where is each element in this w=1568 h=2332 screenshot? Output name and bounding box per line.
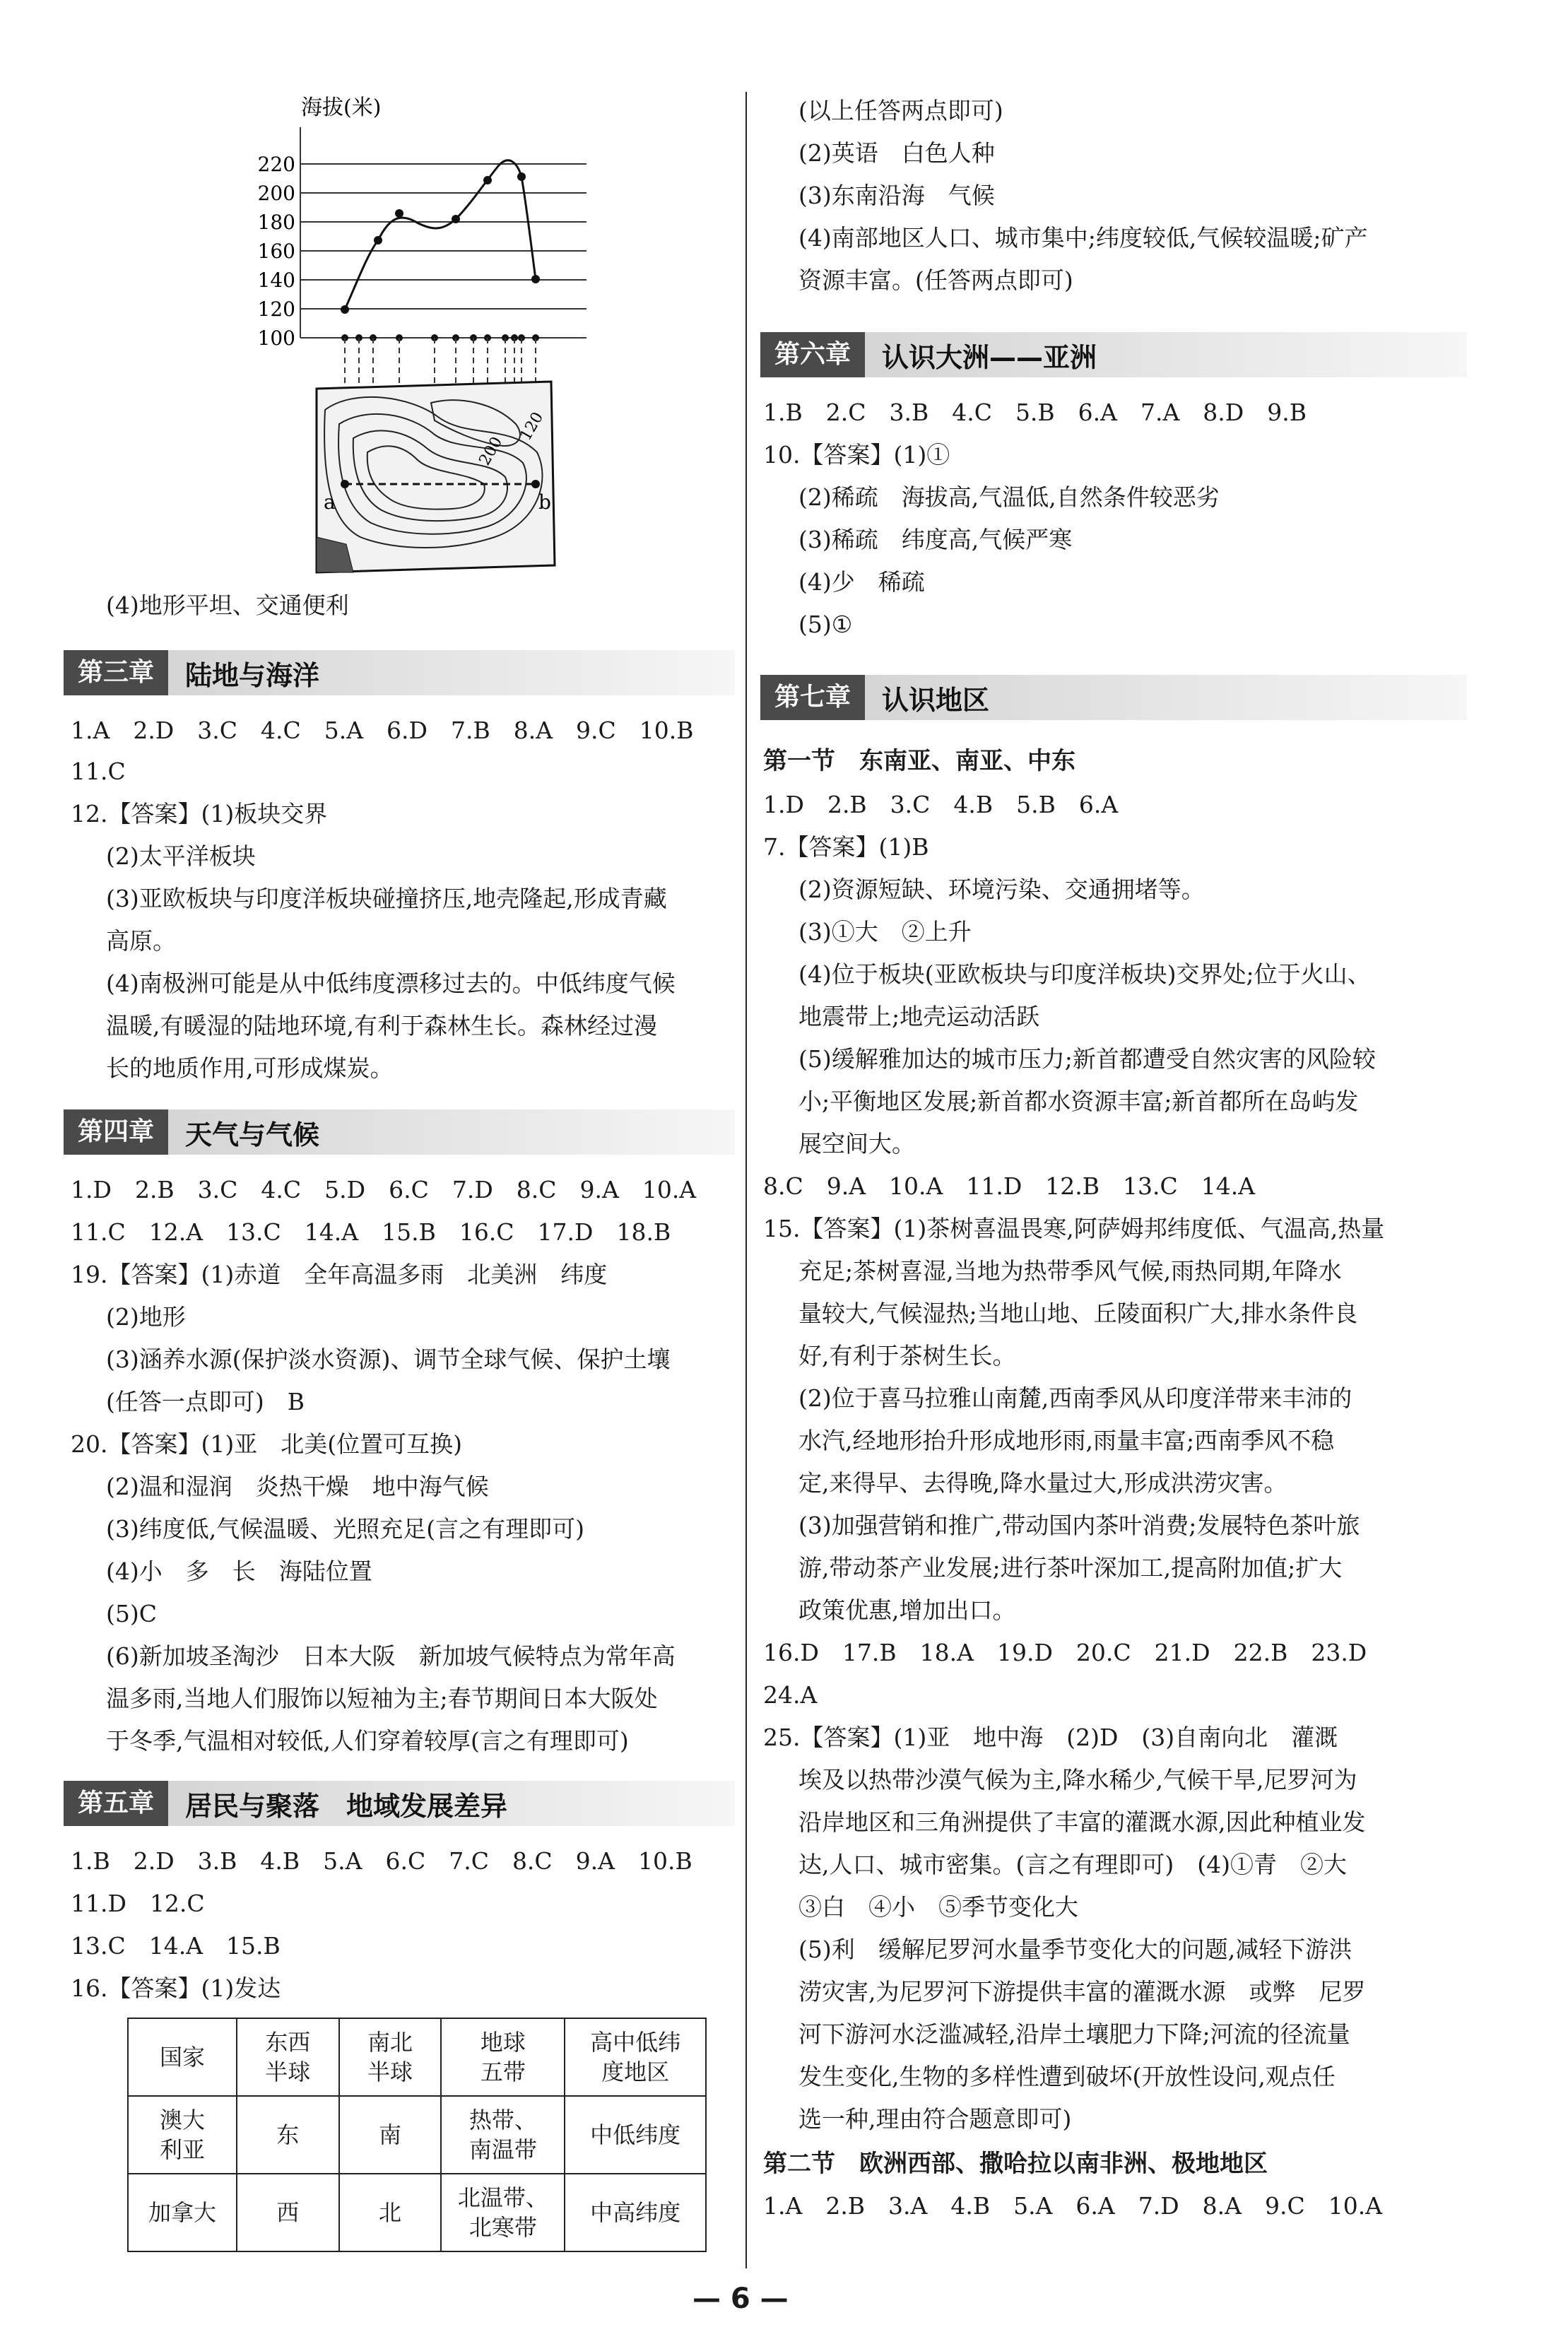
- table-header-cell: 南北 半球: [339, 2018, 442, 2096]
- answer-line: (4)位于板块(亚欧板块与印度洋板块)交界处;位于火山、: [798, 960, 1371, 988]
- answer-line: (3)稀疏 纬度高,气候严寒: [798, 526, 1073, 553]
- answer-line: 发生变化,生物的多样性遭到破坏(开放性设问,观点任: [798, 2063, 1336, 2090]
- answer-line: 1.B 2.C 3.B 4.C 5.B 6.A 7.A 8.D 9.B: [763, 399, 1307, 426]
- chapter-title: 认识大洲——亚洲: [882, 341, 1097, 373]
- table-header-row: [128, 2018, 706, 2096]
- profile-ylabel: 海拔(米): [301, 95, 382, 120]
- answer-line: 政策优惠,增加出口。: [798, 1596, 1016, 1624]
- elevation-profile-figure: [254, 85, 622, 579]
- table-cell: 澳大 利亚: [128, 2096, 237, 2174]
- profile-curve: [345, 160, 536, 310]
- answer-line: 24.A: [763, 1681, 818, 1709]
- map-label-200: 200: [476, 434, 507, 469]
- answer-line: (2)温和湿润 炎热干燥 地中海气候: [106, 1473, 489, 1500]
- text-line: 资源丰富。(任答两点即可): [798, 266, 1073, 294]
- answer-line: (5)缓解雅加达的城市压力;新首都遭受自然灾害的风险较: [798, 1045, 1376, 1073]
- section-title: 第一节 东南亚、南亚、中东: [763, 747, 1075, 775]
- answer-line: 12.【答案】(1)板块交界: [71, 800, 328, 828]
- answer-line: 11.D 12.C: [71, 1890, 205, 1917]
- answer-line: 沿岸地区和三角洲提供了丰富的灌溉水源,因此种植业发: [798, 1808, 1366, 1836]
- map-label-120: 120: [517, 409, 548, 444]
- answer-line: (任答一点即可) B: [106, 1388, 305, 1415]
- answer-line: 水汽,经地形抬升形成地形雨,雨量丰富;西南季风不稳: [798, 1427, 1335, 1454]
- answer-line: 11.C 12.A 13.C 14.A 15.B 16.C 17.D 18.B: [71, 1218, 671, 1246]
- answer-line: 8.C 9.A 10.A 11.D 12.B 13.C 14.A: [763, 1172, 1256, 1200]
- table-cell: 中高纬度: [565, 2174, 706, 2251]
- text-line: (4)地形平坦、交通便利: [106, 591, 349, 619]
- answer-line: 11.C: [71, 758, 126, 785]
- map-label-a: a: [324, 490, 336, 514]
- answer-line: 16.D 17.B 18.A 19.D 20.C 21.D 22.B 23.D: [763, 1639, 1367, 1666]
- answer-line: 高原。: [106, 927, 176, 955]
- answer-line: (5)利 缓解尼罗河水量季节变化大的问题,减轻下游洪: [798, 1936, 1352, 1963]
- ytick-label: 180: [257, 211, 295, 234]
- ytick-label: 100: [257, 326, 295, 350]
- table-header-cell: 东西 半球: [237, 2018, 339, 2096]
- table-cell: 西: [237, 2174, 339, 2251]
- chapter-number: 第六章: [760, 332, 865, 377]
- answer-line: 埃及以热带沙漠气候为主,降水稀少,气候干旱,尼罗河为: [798, 1766, 1357, 1794]
- answer-line: 小;平衡地区发展;新首都水资源丰富;新首都所在岛屿发: [798, 1088, 1359, 1115]
- ytick-label: 160: [257, 240, 295, 263]
- answer-line: 量较大,气候湿热;当地山地、丘陵面积广大,排水条件良: [798, 1300, 1358, 1327]
- map-label-b: b: [538, 490, 551, 514]
- answer-line: 定,来得早、去得晚,降水量过大,形成洪涝灾害。: [798, 1469, 1287, 1497]
- table-cell: 加拿大: [128, 2174, 237, 2251]
- table-header-cell: 地球 五带: [441, 2018, 565, 2096]
- table-header-cell: 高中低纬 度地区: [565, 2018, 706, 2096]
- answer-line: (6)新加坡圣淘沙 日本大阪 新加坡气候特点为常年高: [106, 1642, 676, 1670]
- chapter-header: [760, 675, 1467, 720]
- answer-line: 游,带动茶产业发展;进行茶叶深加工,提高附加值;扩大: [798, 1554, 1343, 1582]
- column-divider: [745, 92, 747, 2268]
- answer-line: 10.【答案】(1)①: [763, 441, 950, 469]
- chapter-title: 天气与气候: [185, 1119, 320, 1150]
- country-table: [127, 2018, 707, 2252]
- answer-line: (4)南极洲可能是从中低纬度漂移过去的。中低纬度气候: [106, 970, 676, 997]
- section-title: 第二节 欧洲西部、撒哈拉以南非洲、极地地区: [763, 2150, 1268, 2178]
- answer-line: 7.【答案】(1)B: [763, 833, 929, 861]
- table-cell: 北: [339, 2174, 442, 2251]
- chapter-number: 第四章: [64, 1109, 168, 1155]
- ytick-label: 120: [257, 298, 295, 321]
- answer-line: (4)小 多 长 海陆位置: [106, 1557, 372, 1585]
- chapter-number: 第三章: [64, 650, 168, 695]
- answer-line: (3)①大 ②上升: [798, 918, 972, 946]
- answer-line: 1.D 2.B 3.C 4.C 5.D 6.C 7.D 8.C 9.A 10.A: [71, 1176, 697, 1203]
- ytick-label: 220: [257, 153, 295, 176]
- answer-line: (2)位于喜马拉雅山南麓,西南季风从印度洋带来丰沛的: [798, 1384, 1352, 1412]
- answer-line: (3)亚欧板块与印度洋板块碰撞挤压,地壳隆起,形成青藏: [106, 885, 667, 912]
- text-line: (以上任答两点即可): [798, 97, 1003, 124]
- table-cell: 热带、 南温带: [441, 2096, 565, 2174]
- answer-line: 充足;茶树喜湿,当地为热带季风气候,雨热同期,年降水: [798, 1257, 1342, 1285]
- answer-line: 1.A 2.D 3.C 4.C 5.A 6.D 7.B 8.A 9.C 10.B: [71, 717, 694, 744]
- answer-line: (5)①: [798, 611, 853, 638]
- text-line: (4)南部地区人口、城市集中;纬度较低,气候较温暖;矿产: [798, 224, 1368, 252]
- chapter-number: 第七章: [760, 675, 865, 720]
- answer-line: (2)稀疏 海拔高,气温低,自然条件较恶劣: [798, 483, 1220, 511]
- answer-line: (2)太平洋板块: [106, 842, 256, 870]
- answer-line: 1.D 2.B 3.C 4.B 5.B 6.A: [763, 791, 1119, 818]
- chapter-header: [760, 332, 1467, 377]
- answer-line: 1.B 2.D 3.B 4.B 5.A 6.C 7.C 8.C 9.A 10.B: [71, 1847, 692, 1875]
- answer-line: 温暖,有暖湿的陆地环境,有利于森林生长。森林经过漫: [106, 1012, 657, 1040]
- ytick-label: 140: [257, 269, 295, 292]
- text-line: (3)东南沿海 气候: [798, 182, 995, 209]
- table-cell: 中低纬度: [565, 2096, 706, 2174]
- chapter-title: 居民与聚落 地域发展差异: [185, 1790, 508, 1822]
- answer-line: 好,有利于茶树生长。: [798, 1342, 1016, 1370]
- answer-line: 选一种,理由符合题意即可): [798, 2105, 1072, 2133]
- chapter-header: [64, 1109, 735, 1155]
- answer-line: (3)纬度低,气候温暖、光照充足(言之有理即可): [106, 1515, 584, 1543]
- answer-line: (5)C: [106, 1600, 157, 1627]
- answer-line: ③白 ④小 ⑤季节变化大: [798, 1893, 1078, 1921]
- chapter-number: 第五章: [64, 1781, 168, 1826]
- table-cell: 北温带、 北寒带: [441, 2174, 565, 2251]
- table-cell: 南: [339, 2096, 442, 2174]
- answer-line: (4)少 稀疏: [798, 568, 925, 596]
- answer-line: (2)资源短缺、环境污染、交通拥堵等。: [798, 876, 1205, 903]
- chapter-header: [64, 650, 735, 695]
- answer-line: 16.【答案】(1)发达: [71, 1974, 281, 2002]
- answer-line: 20.【答案】(1)亚 北美(位置可互换): [71, 1430, 462, 1458]
- chapter-title: 陆地与海洋: [185, 659, 320, 691]
- answer-line: 15.【答案】(1)茶树喜温畏寒,阿萨姆邦纬度低、气温高,热量: [763, 1215, 1385, 1242]
- answer-line: 达,人口、城市密集。(言之有理即可) (4)①青 ②大: [798, 1851, 1347, 1878]
- table-cell: 东: [237, 2096, 339, 2174]
- page-number: — 6 —: [692, 2283, 789, 2315]
- chapter-header: [64, 1781, 735, 1826]
- ytick-label: 200: [257, 182, 295, 205]
- table-header-cell: 国家: [128, 2018, 237, 2096]
- answer-line: 25.【答案】(1)亚 地中海 (2)D (3)自南向北 灌溉: [763, 1724, 1338, 1751]
- table-row: [128, 2174, 706, 2251]
- answer-line: 19.【答案】(1)赤道 全年高温多雨 北美洲 纬度: [71, 1261, 608, 1288]
- answer-line: 河下游河水泛滥减轻,沿岸土壤肥力下降;河流的径流量: [798, 2020, 1350, 2048]
- answer-line: (3)加强营销和推广,带动国内茶叶消费;发展特色茶叶旅: [798, 1512, 1360, 1539]
- contour-map: [317, 382, 555, 572]
- answer-line: 1.A 2.B 3.A 4.B 5.A 6.A 7.D 8.A 9.C 10.A: [763, 2192, 1383, 2220]
- answer-line: 展空间大。: [798, 1130, 915, 1158]
- answer-line: 长的地质作用,可形成煤炭。: [106, 1054, 394, 1082]
- answer-line: 地震带上;地壳运动活跃: [798, 1003, 1040, 1030]
- answer-line: (2)地形: [106, 1303, 186, 1331]
- table-row: [128, 2096, 706, 2174]
- text-line: (2)英语 白色人种: [798, 139, 995, 167]
- chapter-title: 认识地区: [882, 684, 990, 716]
- answer-line: (3)涵养水源(保护淡水资源)、调节全球气候、保护土壤: [106, 1345, 671, 1373]
- answer-line: 涝灾害,为尼罗河下游提供丰富的灌溉水源 或弊 尼罗: [798, 1978, 1366, 2006]
- answer-line: 温多雨,当地人们服饰以短袖为主;春节期间日本大阪处: [106, 1685, 658, 1712]
- answer-line: 13.C 14.A 15.B: [71, 1932, 281, 1960]
- answer-line: 于冬季,气温相对较低,人们穿着较厚(言之有理即可): [106, 1727, 629, 1755]
